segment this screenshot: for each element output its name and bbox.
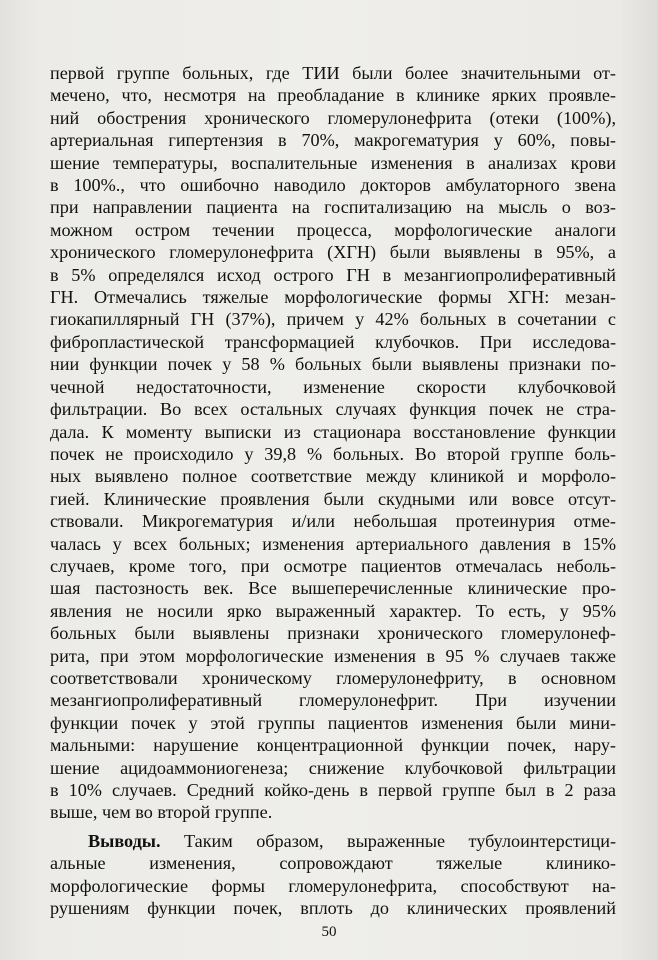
text-line: случаев, кроме того, при осмотре пациентов отмечалась неболь- [50,555,616,576]
text-line: чечной недостаточности, изменение скорости клубочковой [50,376,616,397]
text-line: шение температуры, воспалительные изменения в анализах крови [50,152,616,173]
text-line: ний обострения хронического гломерулонефрита (отеки (100%), [50,107,616,128]
text-line: морфологические формы гломерулонефрита, способствуют на- [50,875,616,896]
text-line: шая пастозность век. Все вышеперечисленные клинические про- [50,578,616,599]
text-line: в 100%., что ошибочно наводило докторов амбулаторного звена [50,175,616,196]
text-line: ГН. Отмечались тяжелые морфологические формы ХГН: мезан- [50,287,616,308]
conclusion-first-line-text: Таким образом, выраженные тубулоинтерстици- [160,830,616,851]
text-line: фибропластической трансформацией клубочков. При исследова- [50,331,616,352]
text-line: артериальная гипертензия в 70%, макрогематурия у 60%, повы- [50,130,616,151]
page-number: 50 [321,924,337,940]
text-line: при направлении пациента на госпитализацию на мысль о воз- [50,197,616,218]
text-line: в 5% определялся исход острого ГН в мезангиопролиферативный [50,264,616,285]
text-line: выше, чем во второй группе. [50,802,273,823]
text-line: мальными: нарушение концентрационной функции почек, нару- [50,735,616,756]
body-text [50,62,616,919]
text-line: фильтрации. Во всех остальных случаях функция почек не стра- [50,399,616,420]
text-line: явления не носили ярко выраженный характер. То есть, у 95% [50,600,616,621]
text-line: хронического гломерулонефрита (ХГН) были выявлены в 95%, а [50,242,616,263]
text-line: соответствовали хроническому гломерулонефриту, в основном [50,667,616,688]
text-line: функции почек у этой группы пациентов изменения были мини- [50,712,616,733]
text-line: мезангиопролиферативный гломерулонефрит. При изучении [50,690,616,711]
text-line: можном остром течении процесса, морфологические аналоги [50,219,616,240]
text-line: почек не происходило у 39,8 % больных. Во второй группе боль- [50,443,616,464]
text-line: ных выявлено полное соответствие между клиникой и морфоло- [50,466,616,487]
conclusion-heading: Выводы. [88,830,161,851]
text-line: альные изменения, сопровождают тяжелые клинико- [50,853,616,874]
text-line: гиокапиллярный ГН (37%), причем у 42% больных в сочетании с [50,309,616,330]
text-line: больных были выявлены признаки хронического гломерулонеф- [50,623,616,644]
text-line: гией. Клинические проявления были скудными или вовсе отсут- [50,488,616,509]
text-line: ствовали. Микрогематурия и/или небольшая протеинурия отме- [50,511,616,532]
text-line: в 10% случаев. Средний койко-день в первой группе был в 2 раза [50,780,616,800]
conclusion-first-line [50,830,616,852]
text-line: шение ацидоаммониогенеза; снижение клубочковой фильтрации [50,757,616,778]
text-line: рита, при этом морфологические изменения в 95 % случаев также [50,645,616,666]
text-line: первой группе больных, где ТИИ были более значительными от- [50,63,616,83]
text-line: мечено, что, несмотря на преобладание в клинике ярких проявле- [50,85,616,106]
text-line: дала. К моменту выписки из стационара восстановление функции [50,421,616,442]
paragraph-results [50,62,616,824]
text-line: чалась у всех больных; изменения артериального давления в 15% [50,533,616,554]
text-line: нии функции почек у 58 % больных были выявлены признаки по- [50,354,616,375]
text-line: рушениям функции почек, вплоть до клинических проявлений [50,898,616,919]
paragraph-conclusions [50,830,616,920]
